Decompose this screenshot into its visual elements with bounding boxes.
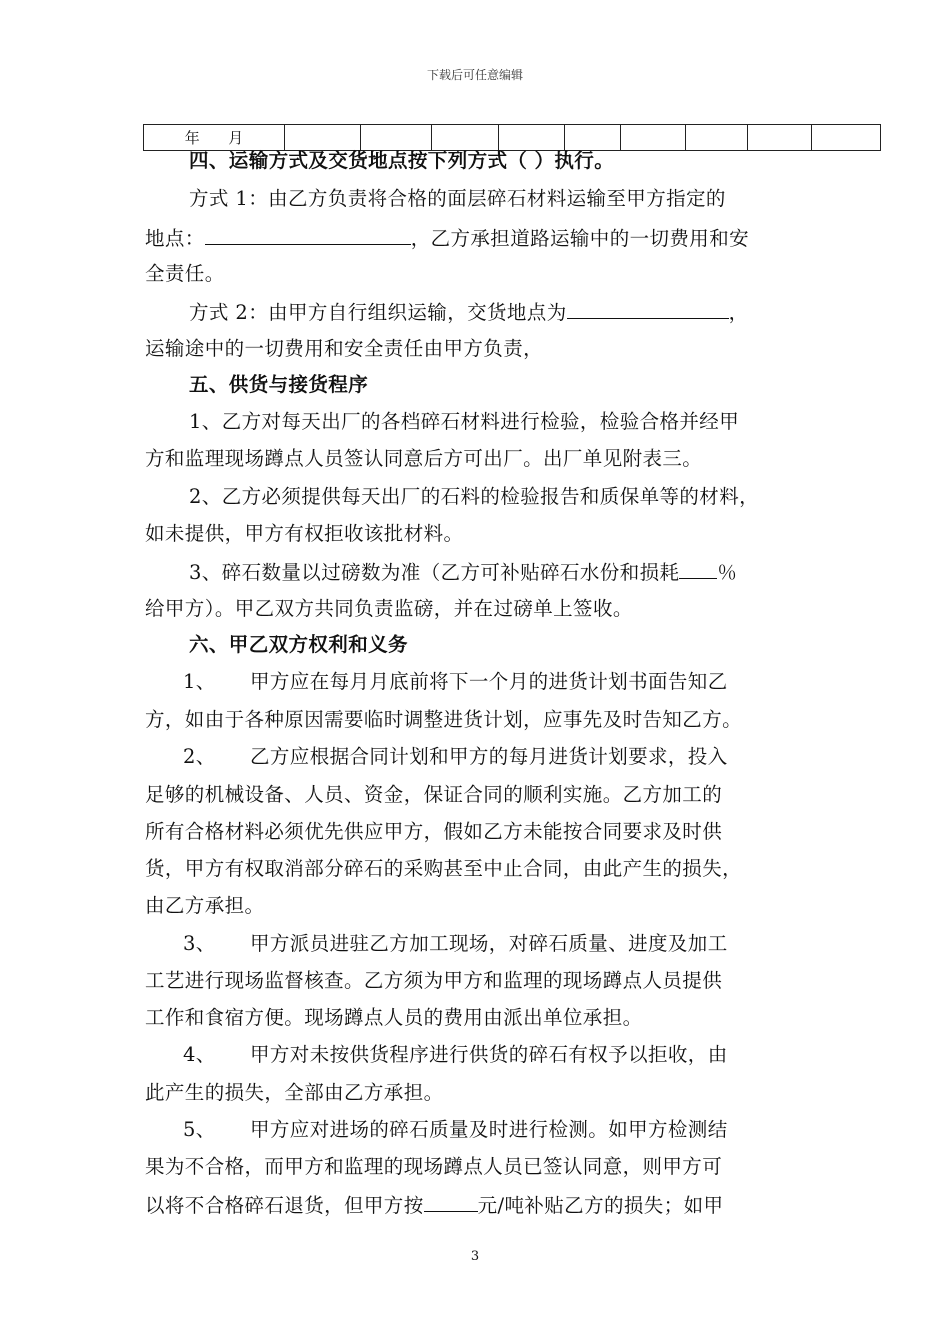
section4-method2-line2: 运输途中的一切费用和安全责任由甲方负责， [145, 337, 544, 360]
section6-item4-number: 4、 [183, 1043, 216, 1066]
section5-p1-line2: 方和监理现场蹲点人员签认同意后方可出厂。出厂单见附表三。 [145, 447, 703, 470]
table-row [144, 125, 881, 151]
text: ， [728, 301, 749, 324]
section4-title: 四、运输方式及交货地点按下列方式（ ）执行。 [189, 149, 615, 172]
table-cell [686, 125, 748, 151]
section6-item2-line4: 货，甲方有权取消部分碎石的采购甚至中止合同，由此产生的损失， [145, 857, 743, 880]
table-cell-month-label: 年 月 [144, 125, 285, 151]
table-cell [499, 125, 565, 151]
table-cell [812, 125, 881, 151]
table-cell [285, 125, 361, 151]
table-cell [361, 125, 432, 151]
table-cell [565, 125, 621, 151]
section4-method1-line3: 全责任。 [145, 262, 225, 285]
section6-item4-line1: 甲方对未按供货程序进行供货的碎石有权予以拒收，由 [250, 1043, 728, 1066]
month-table [143, 124, 881, 151]
text: ％ [717, 561, 738, 584]
text: ，乙方承担道路运输中的一切费用和安 [410, 227, 750, 250]
blank-delivery-place[interactable] [567, 298, 729, 319]
page-number: 3 [470, 1249, 480, 1264]
section6-item1-number: 1、 [183, 670, 216, 693]
section5-p1-line1: 1、乙方对每天出厂的各档碎石材料进行检验，检验合格并经甲 [189, 410, 740, 433]
table-cell [432, 125, 499, 151]
section5-title: 五、供货与接货程序 [189, 373, 369, 396]
section6-item3-line2: 工艺进行现场监督核查。乙方须为甲方和监理的现场蹲点人员提供 [145, 969, 723, 992]
section6-item2-line3: 所有合格材料必须优先供应甲方，假如乙方未能按合同要求及时供 [145, 820, 723, 843]
section6-title: 六、甲乙双方权利和义务 [189, 633, 408, 656]
section6-item5-line2: 果为不合格，而甲方和监理的现场蹲点人员已签认同意，则甲方可 [145, 1155, 723, 1178]
section6-item5-line3 [145, 1191, 723, 1219]
section6-item2-number: 2、 [183, 745, 216, 768]
section4-method1-line2 [145, 224, 749, 252]
text: 元/吨补贴乙方的损失；如甲 [477, 1194, 724, 1217]
section5-p2-line2: 如未提供，甲方有权拒收该批材料。 [145, 522, 464, 545]
section6-item3-number: 3、 [183, 932, 216, 955]
section6-item2-line5: 由乙方承担。 [145, 894, 265, 917]
section6-item5-number: 5、 [183, 1118, 216, 1141]
text: 方式 2：由甲方自行组织运输，交货地点为 [189, 301, 567, 324]
section6-item2-line1: 乙方应根据合同计划和甲方的每月进货计划要求，投入 [250, 745, 728, 768]
section6-item1-line1: 甲方应在每月月底前将下一个月的进货计划书面告知乙 [250, 670, 728, 693]
section4-method1-line1: 方式 1：由乙方负责将合格的面层碎石材料运输至甲方指定的 [189, 187, 726, 210]
section5-p3-line2: 给甲方）。甲乙双方共同负责监磅，并在过磅单上签收。 [145, 597, 633, 620]
section6-item2-line2: 足够的机械设备、人员、资金，保证合同的顺利实施。乙方加工的 [145, 783, 723, 806]
text: 3、碎石数量以过磅数为准（乙方可补贴碎石水份和损耗 [189, 561, 680, 584]
section5-p2-line1: 2、乙方必须提供每天出厂的石料的检验报告和质保单等的材料， [189, 485, 760, 508]
table-cell [621, 125, 686, 151]
blank-subsidy-amount[interactable] [424, 1191, 478, 1212]
section6-item3-line1: 甲方派员进驻乙方加工现场，对碎石质量、进度及加工 [250, 932, 728, 955]
text: 以将不合格碎石退货，但甲方按 [145, 1194, 424, 1217]
header-note: 下载后可任意编辑 [426, 68, 523, 82]
text: 地点： [145, 227, 205, 250]
table-cell [748, 125, 812, 151]
section6-item3-line3: 工作和食宿方便。现场蹲点人员的费用由派出单位承担。 [145, 1006, 643, 1029]
section5-p3-line1 [189, 558, 737, 586]
section6-item4-line2: 此产生的损失，全部由乙方承担。 [145, 1081, 444, 1104]
blank-delivery-location[interactable] [205, 224, 411, 245]
section6-item5-line1: 甲方应对进场的碎石质量及时进行检测。如甲方检测结 [250, 1118, 728, 1141]
section6-item1-line2: 方，如由于各种原因需要临时调整进货计划，应事先及时告知乙方。 [145, 708, 743, 731]
blank-loss-percent[interactable] [679, 558, 717, 579]
section4-method2-line1 [189, 298, 749, 326]
